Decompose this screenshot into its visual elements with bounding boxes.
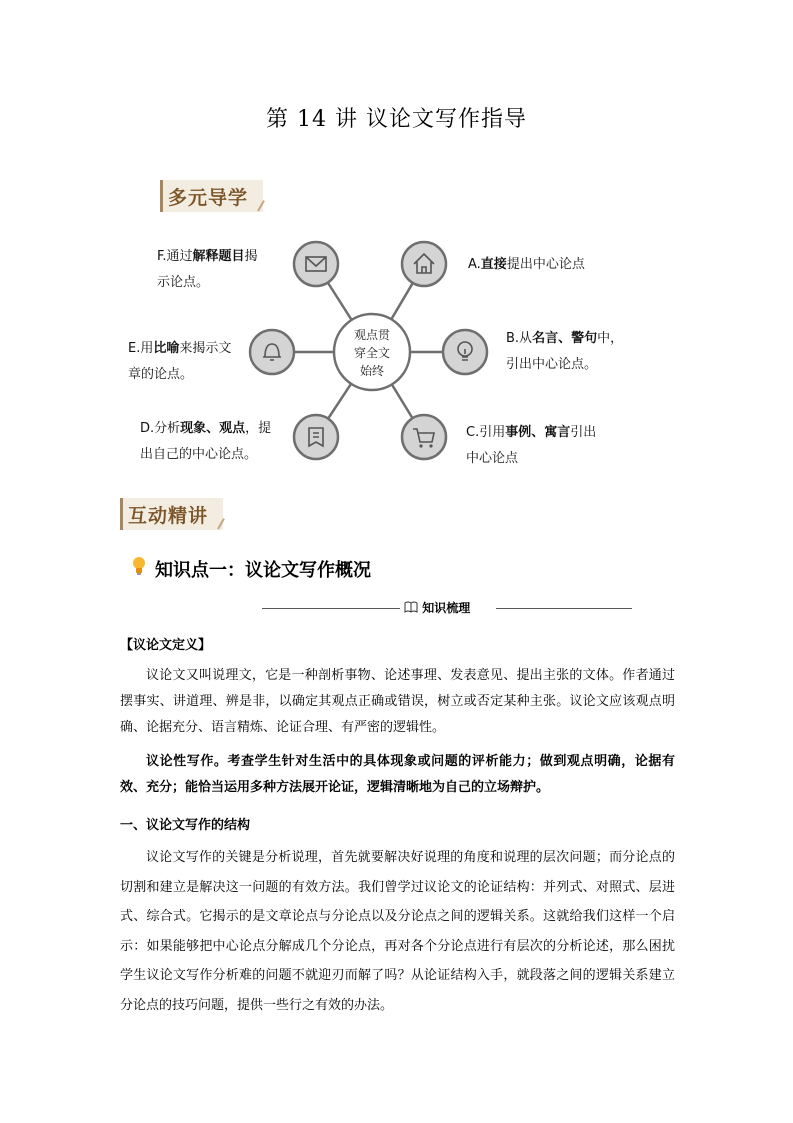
knowledge-point-heading: [131, 556, 371, 582]
banner-hudong: [120, 498, 230, 530]
caption-f: F.通过解释题目揭 示论点。: [157, 249, 258, 290]
center-text-3: 始终: [359, 364, 385, 378]
divider-label-text: 知识梳理: [422, 601, 471, 615]
diagram-node: [443, 330, 487, 374]
knowledge-point-text: 知识点一：议论文写作概况: [155, 560, 371, 581]
structure-heading: 一、议论文写作的结构: [120, 818, 251, 833]
caption-e: E.用比喻来揭示文 章的论点。: [128, 341, 232, 382]
banner-duoyuan-text: 多元导学: [168, 187, 249, 209]
definition-heading: 【议论文定义】: [120, 638, 212, 653]
caption-d: D.分析现象、观点，提 出自己的中心论点。: [140, 421, 272, 462]
divider-label: [404, 599, 470, 616]
caption-c: C.引用事例、寓言引出 中心论点: [466, 425, 597, 466]
method-diagram: [0, 0, 793, 500]
lightbulb-icon: [131, 556, 149, 581]
diagram-node: [294, 415, 338, 459]
caption-b: B.从名言、警句中， 引出中心论点。: [506, 331, 624, 372]
page-title: 第 14 讲 议论文写作指导: [266, 107, 527, 132]
structure-paragraph: 议论文写作的关键是分析说理，首先就要解决好说理的角度和说理的层次问题；而分论点的切割和建立是解决这一问题的有效方法。我们曾学过议论文的论证结构：并列式、对照式、层进式、综合式。它揭示的是文章论点与分论点以及分论点之间的逻辑关系。这就给我们这样一个启示：如果能够把中心论点分解成几个分论点，再对各个分论点进行有层次的分析论述，那么困扰学生议论文写作分析难的问题不就迎刃而解了吗？从论证结构入手，就段落之间的逻辑关系建立分论点的技巧问题，提供一些行之有效的办法。: [120, 850, 675, 1013]
diagram-node: [250, 330, 294, 374]
banner-hudong-text: 互动精讲: [128, 505, 209, 527]
diagram-node: [294, 242, 338, 286]
book-icon: [404, 601, 422, 615]
writing-requirement-paragraph: 议论性写作。考查学生针对生活中的具体现象或问题的评析能力；做到观点明确，论据有效、充分；能恰当运用多种方法展开论证，逻辑清晰地为自己的立场辩护。: [120, 754, 675, 795]
divider-right: [496, 608, 632, 609]
diagram-node: [402, 242, 446, 286]
center-text-2: 穿全文: [353, 346, 391, 360]
definition-paragraph: 议论文又叫说理文，它是一种剖析事物、论述事理、发表意见、提出主张的文体。作者通过摆事实、讲道理、辨是非，以确定其观点正确或错误，树立或否定某种主张。议论文应该观点明确、论据充分、语言精炼、论证合理、有严密的逻辑性。: [120, 668, 675, 735]
center-text-1: 观点贯: [353, 328, 391, 342]
caption-a: A.直接提出中心论点: [468, 257, 585, 272]
diagram-node: [402, 415, 446, 459]
divider-left: [262, 608, 400, 609]
